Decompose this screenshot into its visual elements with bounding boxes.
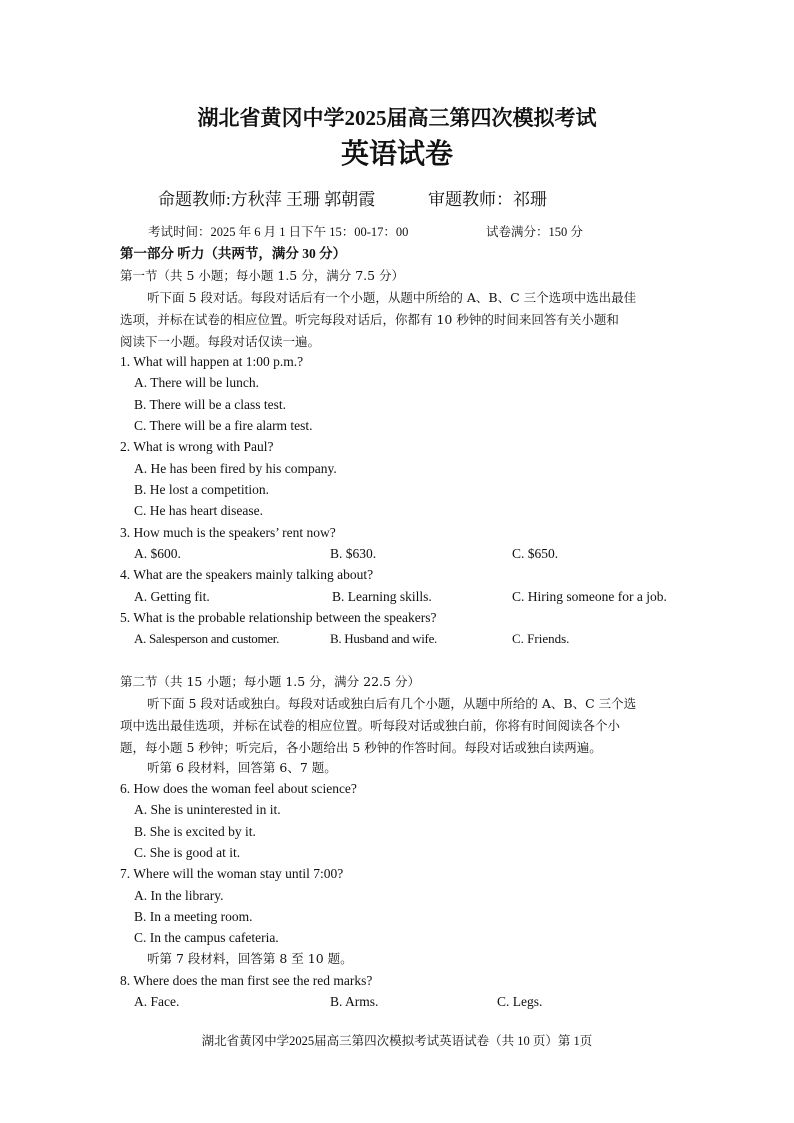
option-c: C. Hiring someone for a job. <box>512 589 667 604</box>
question-setters: 命题教师:方秋萍 王珊 郭朝霞 <box>158 190 376 209</box>
section2-instruction-line: 题，每小题 5 秒钟；听完后，各小题给出 5 秒钟的作答时间。每段对话或独白读两遍。 <box>120 740 602 755</box>
option-c: C. She is good at it. <box>134 845 241 860</box>
question-stem: 2. What is wrong with Paul? <box>120 439 274 454</box>
option-a: A. She is uninterested in it. <box>134 802 281 817</box>
section2-instruction-line: 项中选出最佳选项，并标在试卷的相应位置。听每段对话或独白前，你将有时间阅读各个小 <box>120 718 621 733</box>
option-c: C. He has heart disease. <box>134 503 263 518</box>
option-c: C. In the campus cafeteria. <box>134 930 279 945</box>
section1-instruction-line: 选项，并标在试卷的相应位置。听完每段对话后，你都有 10 秒钟的时间来回答有关小题和 <box>120 312 619 327</box>
reviewer: 审题教师：祁珊 <box>428 190 547 209</box>
question-stem: 4. What are the speakers mainly talking about? <box>120 567 374 582</box>
option-a: A. There will be lunch. <box>134 375 259 390</box>
option-b: B. Arms. <box>330 994 379 1009</box>
option-c: C. There will be a fire alarm test. <box>134 418 313 433</box>
section1-heading: 第一节（共 5 小题；每小题 1.5 分，满分 7.5 分） <box>120 268 405 283</box>
option-c: C. Friends. <box>512 631 570 646</box>
option-c: C. $650. <box>512 546 559 561</box>
section2-heading: 第二节（共 15 小题；每小题 1.5 分，满分 22.5 分） <box>120 674 420 689</box>
option-b: B. Learning skills. <box>332 589 432 604</box>
material-7-note: 听第 7 段材料，回答第 8 至 10 题。 <box>147 951 353 966</box>
question-stem: 1. What will happen at 1:00 p.m.? <box>120 354 304 369</box>
subject-title: 英语试卷 <box>340 139 453 170</box>
full-score: 试卷满分：150 分 <box>486 225 583 239</box>
question-stem: 5. What is the probable relationship between the speakers? <box>120 610 437 625</box>
question-stem: 8. Where does the man first see the red marks? <box>120 973 373 988</box>
option-a: A. Getting fit. <box>134 589 210 604</box>
option-b: B. He lost a competition. <box>134 482 269 497</box>
option-b: B. In a meeting room. <box>134 909 253 924</box>
option-b: B. She is excited by it. <box>134 824 256 839</box>
material-6-note: 听第 6 段材料，回答第 6、7 题。 <box>147 760 337 775</box>
question-stem: 3. How much is the speakers’ rent now? <box>120 525 336 540</box>
exam-title: 湖北省黄冈中学2025届高三第四次模拟考试 <box>197 106 597 130</box>
option-b: B. $630. <box>330 546 377 561</box>
section1-instruction-line: 听下面 5 段对话。每段对话后有一个小题，从题中所给的 A、B、C 三个选项中选出最佳 <box>147 290 637 305</box>
section2-instruction-line: 听下面 5 段对话或独白。每段对话或独白后有几个小题，从题中所给的 A、B、C 三个选 <box>147 696 637 711</box>
question-stem: 7. Where will the woman stay until 7:00? <box>120 866 344 881</box>
part1-heading: 第一部分 听力（共两节，满分 30 分） <box>120 246 347 261</box>
option-c: C. Legs. <box>497 994 543 1009</box>
option-a: A. Salesperson and customer. <box>134 631 280 646</box>
option-a: A. Face. <box>134 994 180 1009</box>
option-b: B. Husband and wife. <box>330 631 438 646</box>
option-a: A. He has been fired by his company. <box>134 461 337 476</box>
page-footer: 湖北省黄冈中学2025届高三第四次模拟考试英语试卷（共 10 页）第 1页 <box>201 1034 593 1048</box>
option-a: A. In the library. <box>134 888 224 903</box>
question-stem: 6. How does the woman feel about science? <box>120 781 357 796</box>
option-b: B. There will be a class test. <box>134 397 286 412</box>
option-a: A. $600. <box>134 546 181 561</box>
exam-time: 考试时间：2025 年 6 月 1 日下午 15：00-17：00 <box>148 225 409 239</box>
section1-instruction-line: 阅读下一小题。每段对话仅读一遍。 <box>120 334 321 349</box>
